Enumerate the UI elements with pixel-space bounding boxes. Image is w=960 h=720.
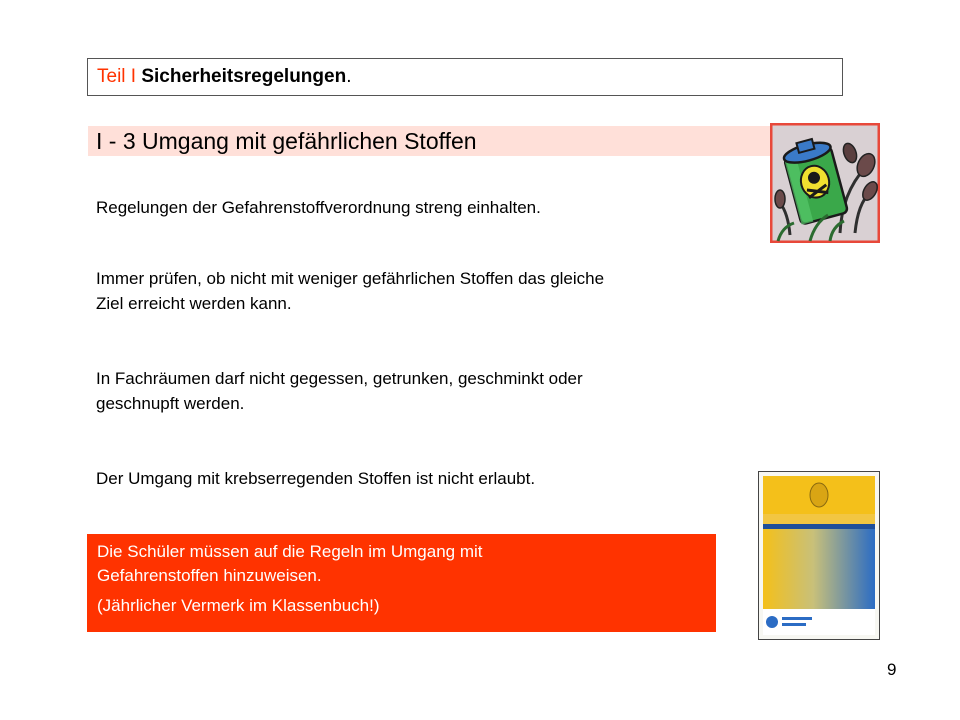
chapter-header [87, 58, 843, 96]
rule-paragraph-1 [96, 195, 756, 220]
rule-paragraph-4 [96, 466, 756, 491]
rule-paragraph-3-line-2: geschnupft werden. [96, 394, 245, 413]
rule-paragraph-1-line-1: Regelungen der Gefahrenstoffverordnung streng einhalten. [96, 198, 541, 217]
notice-line-1: Die Schüler müssen auf die Regeln im Umgang mit [97, 542, 483, 561]
teacher-notice-box [87, 534, 716, 632]
notice-line-3: (Jährlicher Vermerk im Klassenbuch!) [97, 596, 380, 615]
chapter-prefix: Teil I [97, 66, 137, 87]
rule-paragraph-2-line-2: Ziel erreicht werden kann. [96, 294, 292, 313]
section-title: I - 3 Umgang mit gefährlichen Stoffen [88, 126, 778, 156]
rule-paragraph-4-line-1: Der Umgang mit krebserregenden Stoffen ist nicht erlaubt. [96, 469, 536, 488]
rule-paragraph-3-line-1: In Fachräumen darf nicht gegessen, getrunken, geschminkt oder [96, 369, 583, 388]
page-number: 9 [887, 660, 897, 679]
rule-paragraph-2-line-1: Immer prüfen, ob nicht mit weniger gefährlichen Stoffen das gleiche [96, 269, 605, 288]
chapter-title: Sicherheitsregelungen [141, 66, 347, 87]
rule-paragraph-3 [96, 366, 756, 416]
safety-brochure-thumbnail [758, 471, 880, 640]
notice-line-2: Gefahrenstoffen hinzuweisen. [97, 566, 322, 585]
poison-canister-icon [770, 123, 880, 243]
rule-paragraph-2 [96, 266, 756, 316]
chapter-title-suffix: . [346, 66, 352, 87]
